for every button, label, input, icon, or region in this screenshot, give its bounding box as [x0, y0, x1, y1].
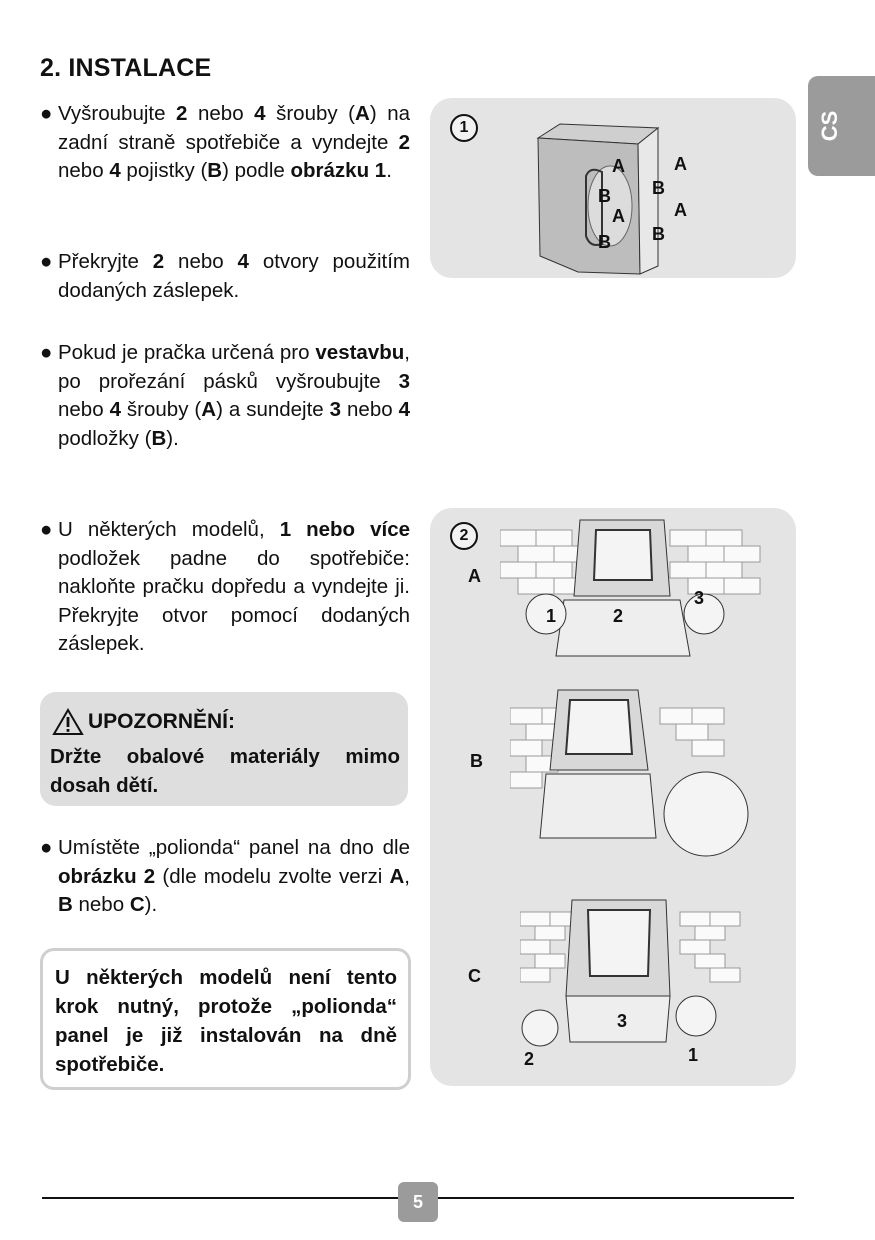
bullet-icon: ●	[40, 518, 53, 541]
text-segment: Pokud je pračka určená pro	[58, 341, 316, 364]
washer-back-illustration	[530, 116, 700, 276]
bullet-icon: ●	[40, 250, 53, 273]
bullet-icon: ●	[40, 836, 53, 859]
step-number: 2	[613, 606, 624, 626]
text-segment: 4	[254, 102, 266, 125]
text-segment: 3	[329, 398, 342, 422]
figure-1-label: B	[598, 232, 611, 252]
figure-1-label: A	[612, 206, 625, 226]
bullet-item	[40, 248, 410, 305]
bullet-item	[40, 339, 410, 453]
text-segment: otvory použitím dodaných záslepek.	[58, 250, 410, 302]
step-number: 1	[546, 606, 557, 626]
language-code: CS	[817, 110, 842, 142]
language-tab	[808, 76, 875, 176]
text-segment: šrouby (	[265, 102, 356, 125]
text-segment: obrázku 2	[58, 864, 156, 888]
note-text: U některých modelů není tento krok nutný, protože „polionda“ panel je již instalován na dně spotřebiče.	[55, 966, 397, 1076]
text-segment: šrouby (	[120, 398, 202, 422]
text-segment: ).	[144, 893, 158, 917]
variant-a-illustration	[500, 516, 780, 666]
figure-1-label: A	[674, 200, 687, 220]
variant-b-illustration	[510, 688, 750, 858]
text-segment: C	[129, 893, 145, 917]
text-segment: Umístěte „polionda“ panel na dno dle	[58, 836, 410, 859]
note-box	[40, 948, 411, 1090]
bullet-text	[58, 834, 410, 920]
text-segment: 1 nebo více	[279, 518, 410, 541]
figure-1-label: B	[652, 224, 665, 244]
step-number: 1	[688, 1045, 699, 1065]
text-segment: 2	[176, 102, 188, 125]
text-segment: Vyšroubujte	[58, 102, 177, 125]
figure-1-label: B	[652, 178, 665, 198]
text-segment: nebo	[58, 398, 110, 422]
text-segment: nebo	[58, 159, 110, 183]
text-segment: nebo	[164, 250, 238, 273]
text-segment: vestavbu	[315, 341, 405, 364]
text-segment: Překryjte	[58, 250, 153, 273]
step-number: 2	[524, 1049, 535, 1069]
text-segment: 4	[109, 159, 121, 183]
warning-box	[40, 692, 408, 806]
text-segment: 4	[398, 398, 410, 422]
bullet-item	[40, 516, 410, 659]
figure-1-label: A	[612, 156, 625, 176]
text-segment: (dle modelu zvolte verzi	[155, 864, 390, 888]
text-segment: ) podle	[222, 159, 291, 183]
variant-label: B	[470, 751, 483, 771]
text-segment: nebo	[187, 102, 255, 125]
text-segment: ) a sundejte	[216, 398, 330, 422]
text-segment: B	[58, 893, 73, 917]
step-number: 3	[694, 588, 705, 608]
text-segment: A	[389, 864, 405, 888]
variant-c-illustration	[520, 896, 750, 1056]
variant-label: C	[468, 966, 481, 986]
bullet-icon: ●	[40, 102, 53, 125]
bullet-icon: ●	[40, 341, 53, 364]
figure-number: 2	[450, 522, 478, 550]
warning-heading	[52, 708, 235, 736]
warning-text: Držte obalové materiály mimo dosah dětí.	[50, 745, 400, 797]
warning-icon	[52, 708, 84, 736]
text-segment: pojistky (	[120, 159, 208, 183]
page-title: 2. INSTALACE	[40, 54, 212, 82]
text-segment: 2	[398, 130, 410, 154]
text-segment: podložek padne do spotřebiče: nakloňte pračku dopředu a vyndejte ji. Překryjte otvor pomocí dodaných záslepek.	[58, 546, 410, 656]
bullet-item	[40, 834, 410, 920]
warning-title: UPOZORNĚNÍ:	[88, 710, 235, 733]
figure-1-label: B	[598, 186, 611, 206]
text-segment: nebo	[341, 398, 399, 422]
figure-number: 1	[450, 114, 478, 142]
page-number: 5	[398, 1182, 438, 1222]
bullet-text	[58, 516, 410, 659]
variant-label: A	[468, 566, 481, 586]
figure-1-label: A	[674, 154, 687, 174]
text-segment: , po prořezání pásků vyšroubujte	[58, 341, 410, 393]
text-segment: ,	[404, 864, 410, 888]
bullet-item	[40, 100, 410, 186]
step-number: 3	[617, 1011, 628, 1031]
text-segment: obrázku 1	[290, 159, 387, 183]
text-segment: nebo	[72, 893, 130, 917]
text-segment: 4	[109, 398, 121, 422]
text-segment: A	[355, 102, 370, 125]
text-segment: B	[207, 159, 223, 183]
bullet-text	[58, 339, 410, 453]
text-segment: U některých modelů,	[58, 518, 280, 541]
text-segment: A	[201, 398, 217, 422]
figure-1	[430, 98, 796, 278]
text-segment: ) na zadní straně spotřebiče a vyndejte	[58, 102, 411, 154]
text-segment: 3	[398, 369, 410, 393]
text-segment: podložky (	[58, 426, 152, 450]
bullet-text	[58, 100, 410, 186]
text-segment: .	[386, 159, 392, 183]
text-segment: ).	[166, 426, 179, 450]
figure-2	[430, 508, 796, 1086]
text-segment: 4	[237, 250, 249, 273]
text-segment: 2	[152, 250, 165, 273]
bullet-text	[58, 248, 410, 305]
text-segment: B	[151, 426, 167, 450]
